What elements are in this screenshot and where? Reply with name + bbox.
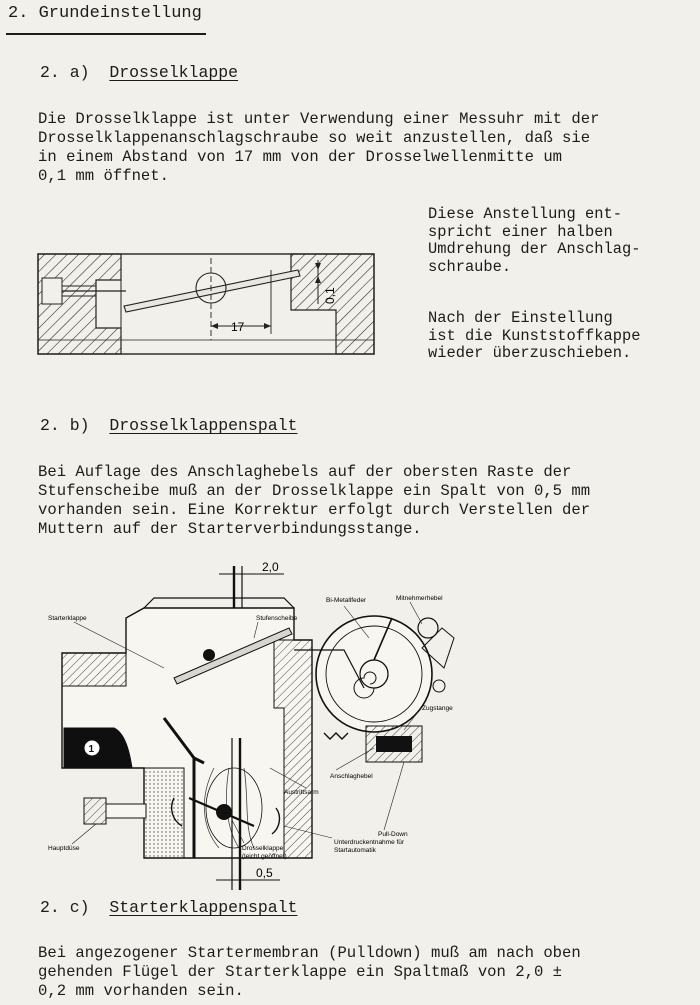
section-c-title: Starterklappenspalt [109,898,298,917]
text-line: spricht einer halben [428,222,613,241]
dim-01-label: 0,1 [323,287,337,304]
text-line: Bei angezogener Startermembran (Pulldown) muß am nach oben [38,944,581,962]
section-a-number: 2. a) [40,63,90,82]
section-a-paragraph [38,110,599,186]
label-anschlaghebel: Anschlaghebel [330,773,373,780]
text-line: ist die Kunststoffkappe [428,326,641,345]
label-drosselklappe: Drosselklappe [242,845,284,852]
text-line: schraube. [428,257,512,276]
callout-badge-1: 1 [88,744,95,755]
label-bimetallfeder: Bi-Metallfeder [326,597,367,604]
label-startautomatik: Startautomatik [334,847,376,854]
text-line: Bei Auflage des Anschlaghebels auf der obersten Raste der [38,463,572,481]
text-line: 0,2 mm vorhanden sein. [38,982,244,1000]
heading-underline [6,33,206,35]
section-c-paragraph [38,944,581,1001]
text-line: vorhanden sein. Eine Korrektur erfolgt durch Verstellen der [38,501,591,519]
text-line: 0,1 mm öffnet. [38,167,170,185]
dim-2-0-label: 2,0 [262,560,279,574]
label-mitnehmerhebel: Mitnehmerhebel [396,595,443,602]
section-b-paragraph [38,463,590,539]
text-line: Die Drosselklappe ist unter Verwendung einer Messuhr mit der [38,110,600,128]
section-b-heading [40,416,297,435]
side-note-1 [428,206,640,276]
dim-0-5-label: 0,5 [256,866,273,880]
label-drosselklappe-note: (leicht geöffnet) [242,853,287,860]
label-stufenscheibe: Stufenscheibe [256,615,298,622]
label-zugstange: Zugstange [422,705,453,712]
text-line: Umdrehung der Anschlag- [428,240,641,258]
throttle-section-diagram [36,240,381,360]
section-b-number: 2. b) [40,416,90,435]
text-line: in einem Abstand von 17 mm von der Drosselwellenmitte um [38,148,563,166]
label-hauptduese: Hauptdüse [48,845,80,852]
side-note-2 [428,310,640,363]
page-heading: 2. Grundeinstellung [8,4,202,23]
section-b-title: Drosselklappenspalt [109,416,298,435]
section-c-number: 2. c) [40,898,90,917]
text-line: Drosselklappenanschlagschraube so weit anzustellen, daß sie [38,129,591,147]
carburetor-cutaway-diagram [44,558,474,890]
section-a-heading [40,63,238,82]
label-austrittsarm: Austrittsarm [284,789,319,796]
text-line: Nach der Einstellung [428,309,613,327]
section-a-title: Drosselklappe [109,63,239,82]
label-unterdruckentnahme: Unterdruckentnahme für [334,839,405,846]
text-line: Diese Anstellung ent- [428,205,622,223]
dim-17-label: 17 [231,320,245,334]
text-line: gehenden Flügel der Starterklappe ein Spaltmaß von 2,0 ± [38,963,563,981]
label-starterklappe: Starterklappe [48,615,87,622]
text-line: Muttern auf der Starterverbindungsstange. [38,520,422,538]
label-pulldown: Pull-Down [378,831,408,838]
text-line: wieder überzuschieben. [428,344,632,362]
section-c-heading [40,898,297,917]
text-line: Stufenscheibe muß an der Drosselklappe ein Spalt von 0,5 mm [38,482,591,500]
